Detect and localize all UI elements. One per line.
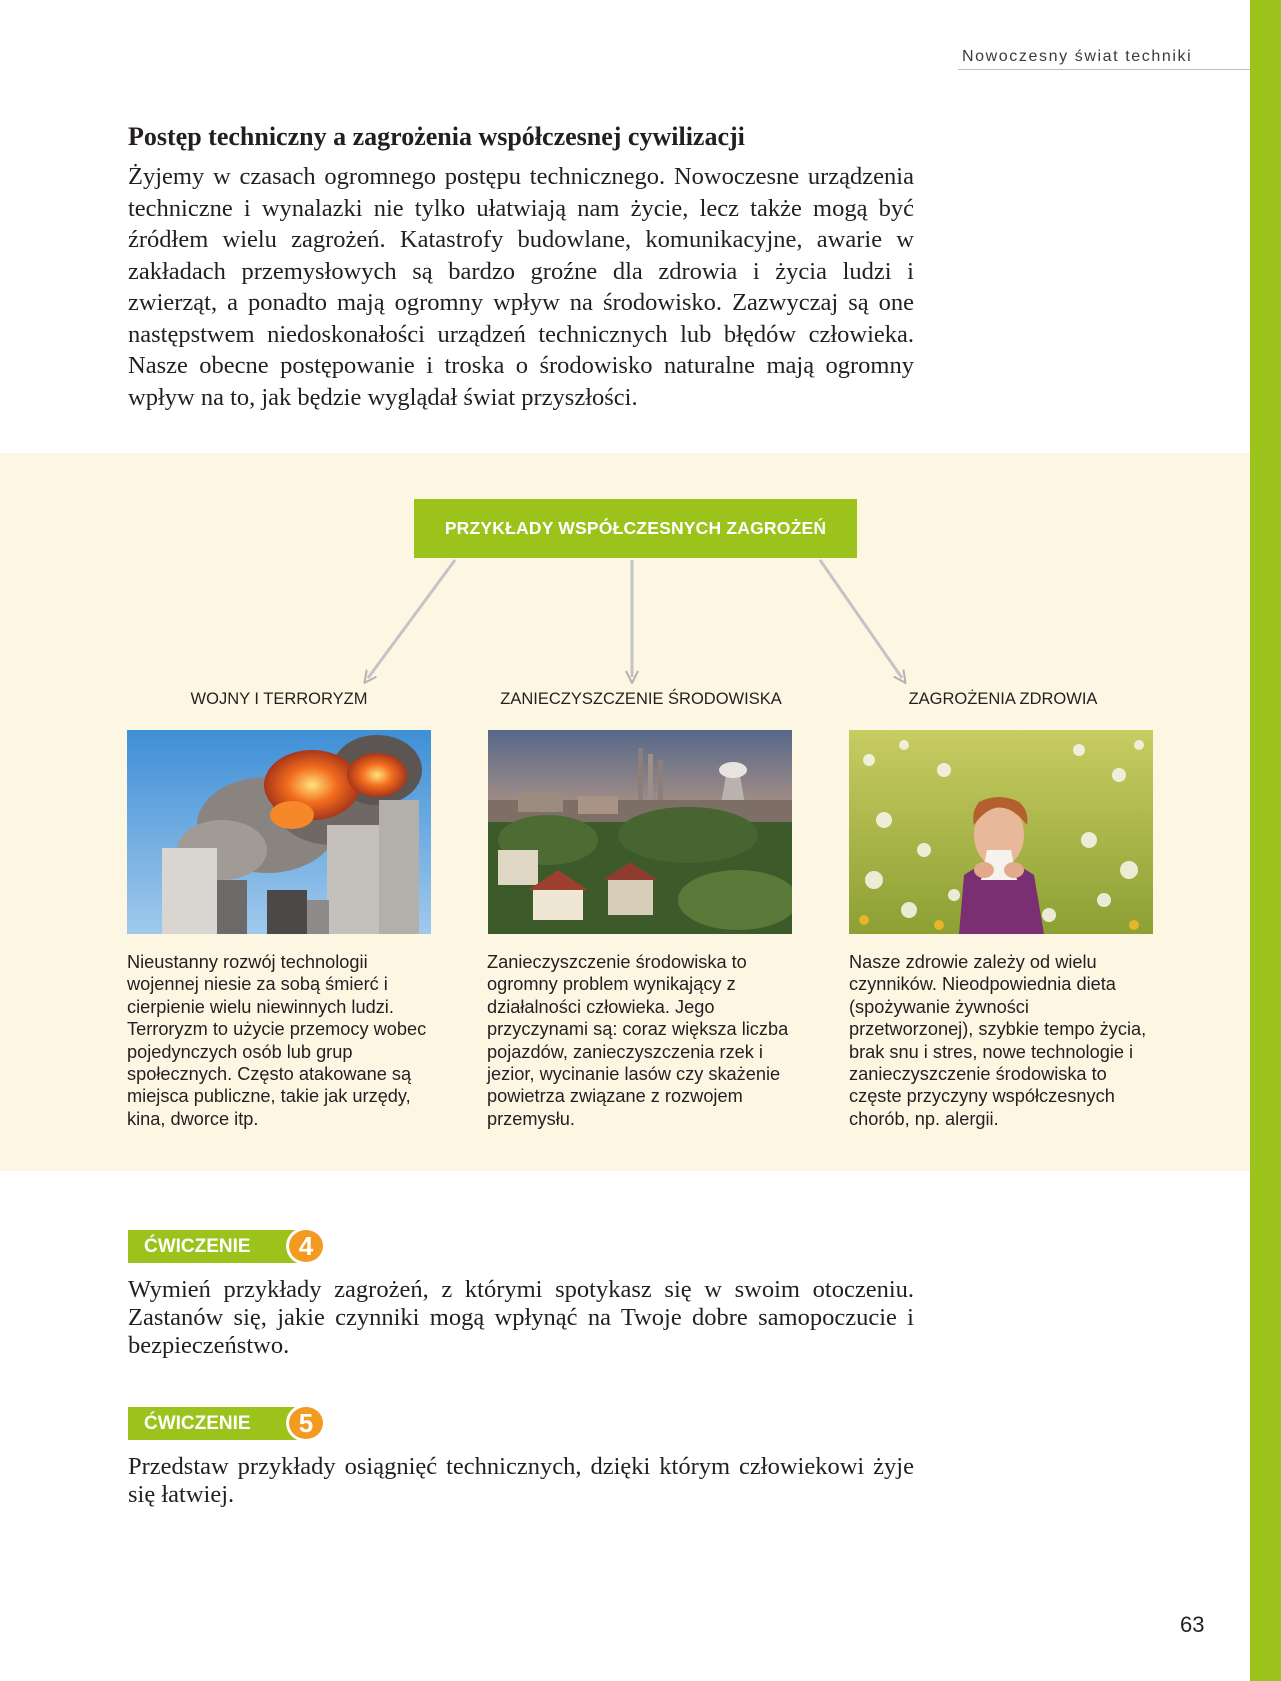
section-title: Postęp techniczny a zagrożenia współczesnej cywilizacji [128,122,745,151]
exercise-5-number: 5 [286,1404,326,1442]
page-number: 63 [1180,1612,1205,1637]
exercise-4-label: ĆWICZENIE [128,1230,298,1263]
diagram-header: PRZYKŁADY WSPÓŁCZESNYCH ZAGROŻEŃ [414,499,857,558]
exercise-4-number: 4 [286,1227,326,1265]
exercise-4-text: Wymień przykłady zagrożeń, z którymi spotykasz się w swoim otoczeniu. Zastanów się, jakie czynniki mogą wpłynąć na Twoje dobre samopoczucie i bezpieczeństwo. [128,1276,914,1359]
category-label-health: ZAGROŻENIA ZDROWIA [908,690,1098,708]
running-head: Nowoczesny świat techniki [962,48,1193,65]
arrow-left [368,560,455,678]
exercise-5-badge [128,1404,327,1442]
exercise-4-badge [128,1227,327,1265]
exercise-5-text: Przedstaw przykłady osiągnięć technicznych, dzięki którym człowiekowi żyje się łatwiej. [128,1453,914,1508]
page-edge-bar [1250,0,1281,1681]
photo-woman-dandelion-field [849,730,1153,934]
photo-burning-towers [127,730,431,934]
category-label-war: WOJNY I TERRORYZM [190,690,368,708]
photo-industrial-town [488,730,792,934]
diagram-arrows [0,0,1250,700]
description-pollution: Zanieczyszczenie środowiska to ogromny problem wynikający z działalności człowieka. Jego przyczynami są: coraz większa liczba pojazdów, zanieczyszczenia rzek i jezior, wycinanie lasów czy skażenie powietrza związane z rozwojem przemysłu. [487,952,789,1129]
exercise-5-label: ĆWICZENIE [128,1407,298,1440]
category-label-pollution: ZANIECZYSZCZENIE ŚRODOWISKA [500,690,782,708]
arrow-right [820,560,902,678]
description-war: Nieustanny rozwój technologii wojennej niesie za sobą śmierć i cierpienie wielu niewinnych ludzi. Terroryzm to użycie przemocy wobec pojedynczych osób lub grup społecznych. Często atakowane są miejsca publiczne, takie jak urzędy, kina, dworce itp. [127,952,427,1129]
intro-paragraph: Żyjemy w czasach ogromnego postępu technicznego. Nowoczesne urządzenia techniczne i wynalazki nie tylko ułatwiają nam życie, lecz także mogą być źródłem wielu zagrożeń. Katastrofy budowlane, komunikacyjne, awarie w zakładach przemysłowych są bardzo groźne dla zdrowia i życia ludzi i zwierząt, a ponadto mają ogromny wpływ na środowisko. Zazwyczaj są one następstwem niedoskonałości urządzeń technicznych lub błędów człowieka. Nasze obecne postępowanie i troska o środowisko naturalne mają ogromny wpływ na to, jak będzie wyglądał świat przyszłości. [128,163,914,411]
description-health: Nasze zdrowie zależy od wielu czynników. Nieodpowiednia dieta (spożywanie żywności przetworzonej), szybkie tempo życia, brak snu i stres, nowe technologie i zanieczyszczenie środowiska to częste przyczyny współczesnych chorób, np. alergii. [849,952,1147,1129]
